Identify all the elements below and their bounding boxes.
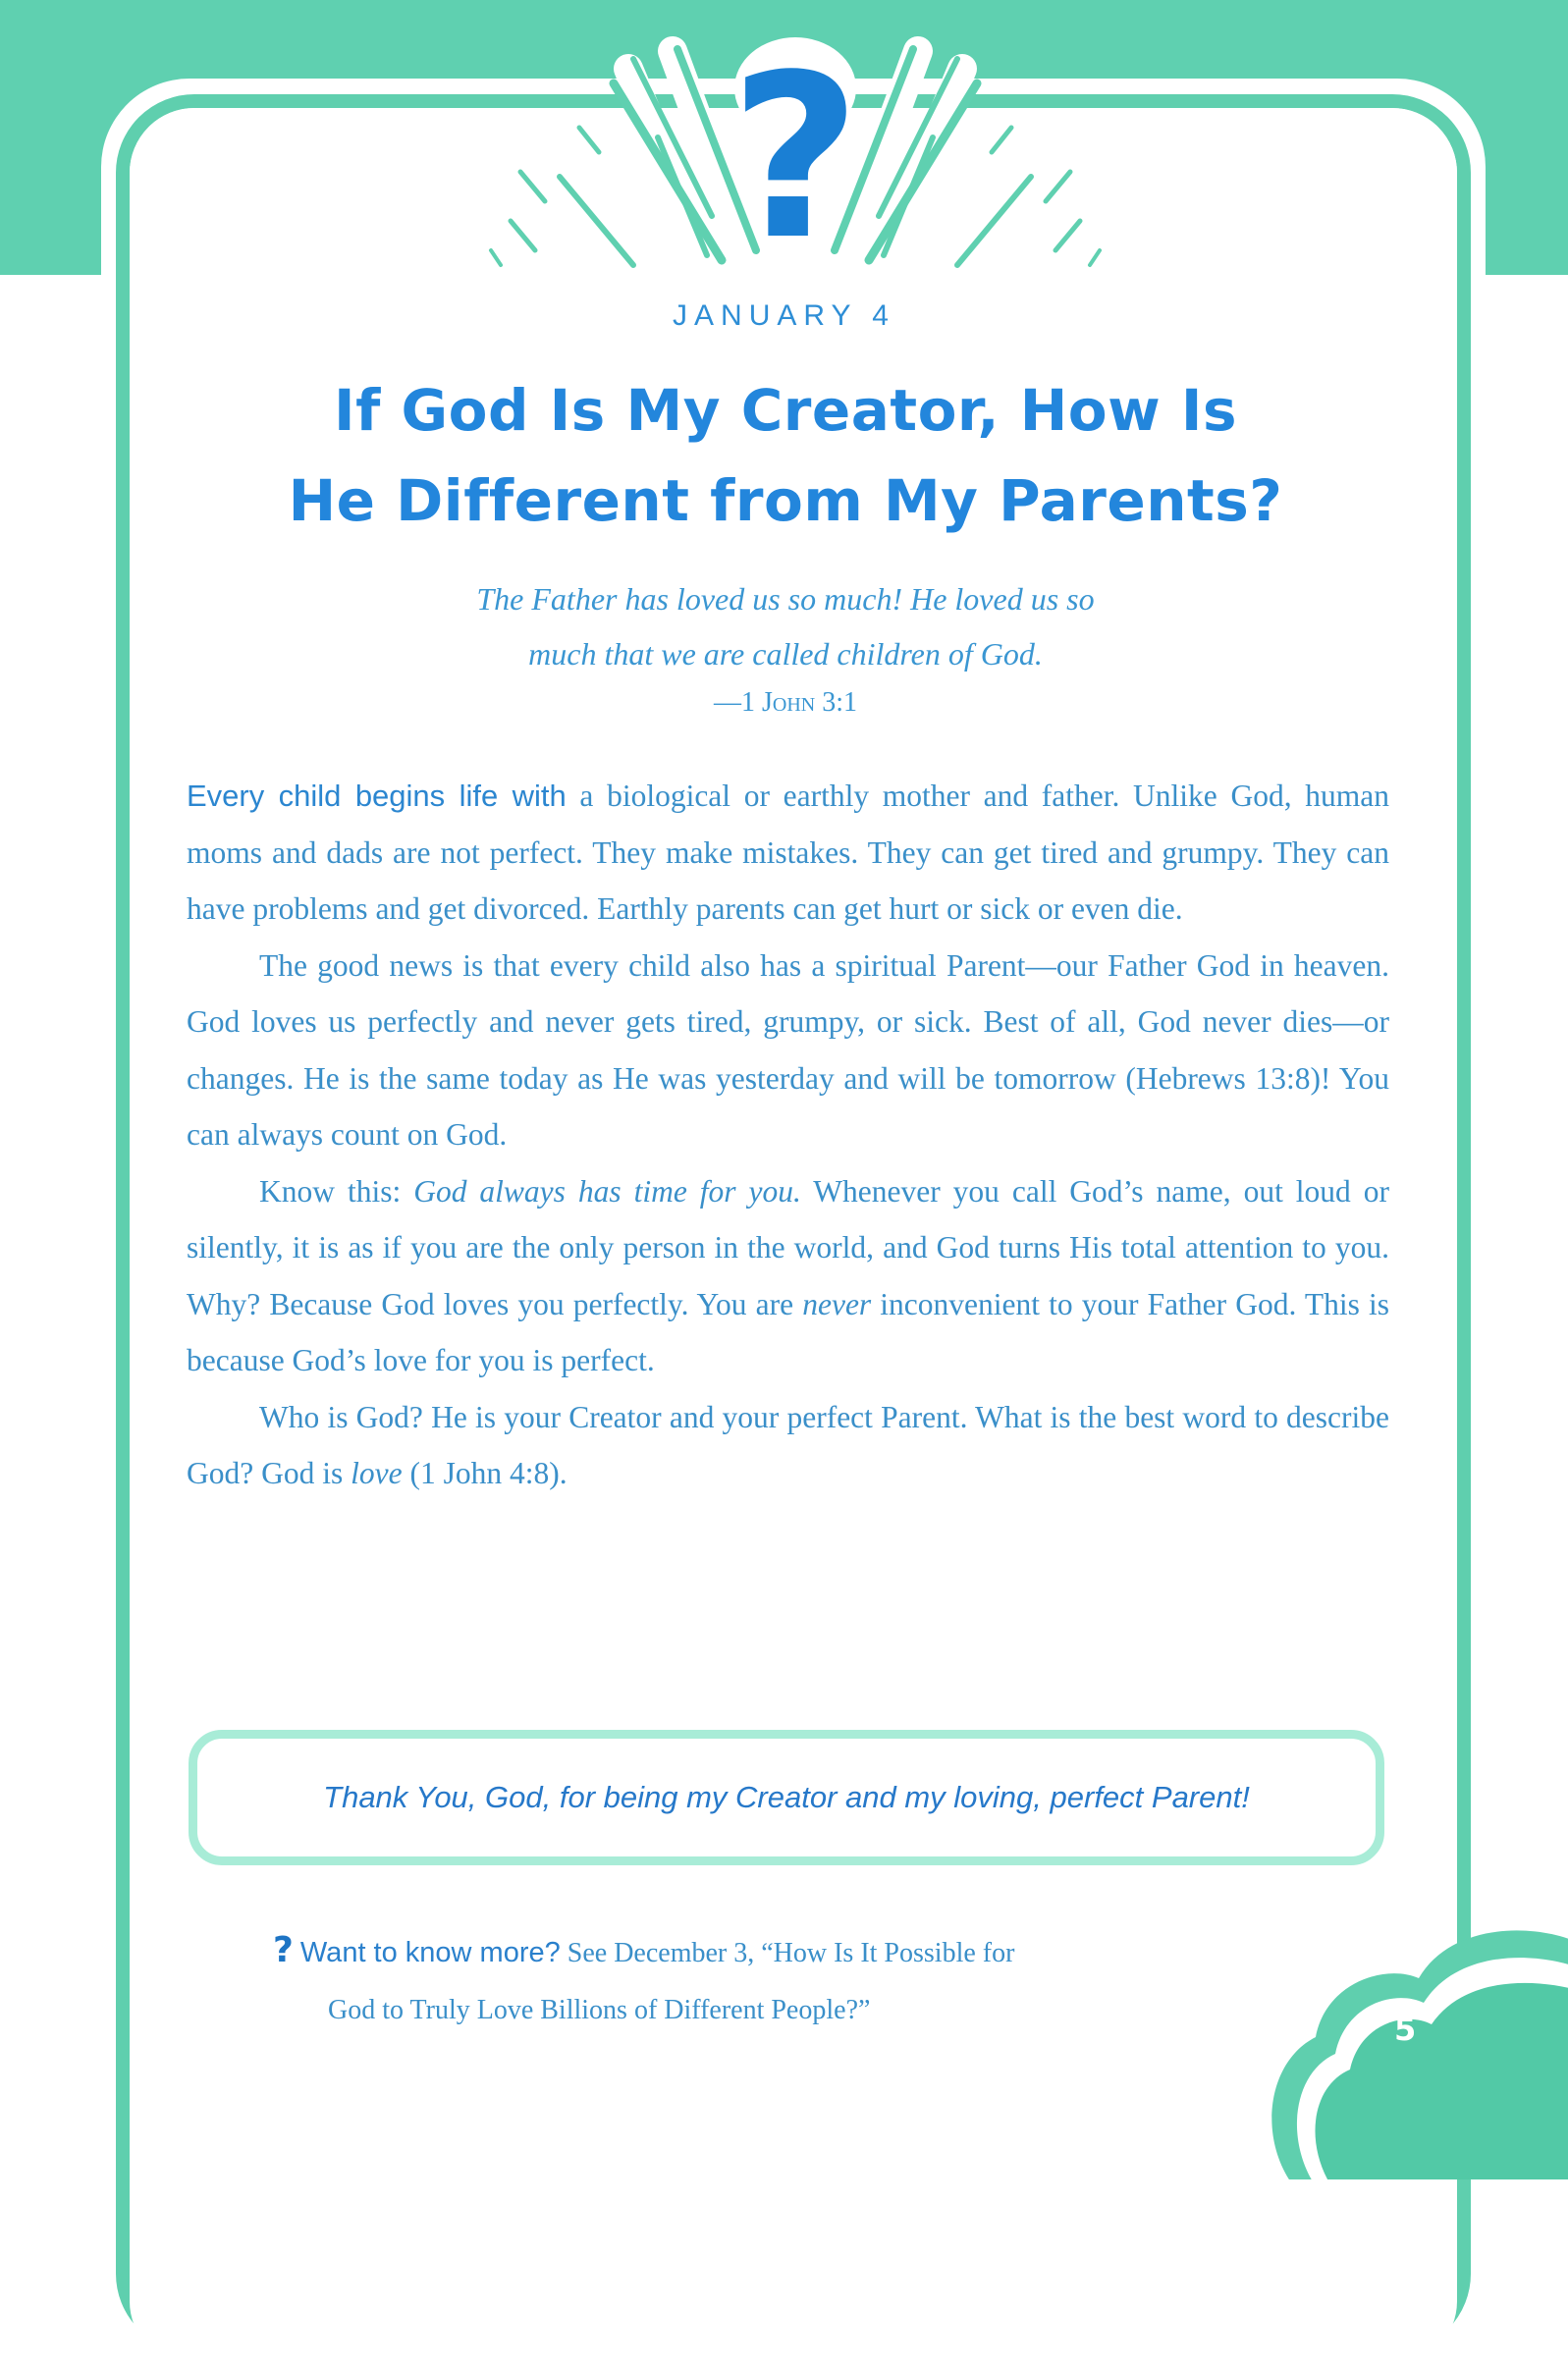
prayer-box [189,1730,1384,1865]
paragraph-4 [187,1389,1389,1502]
ref-dash: —1 [713,687,762,718]
lead-in: Every child begins life with [187,779,567,813]
p3-emphasis: God always has time for you. [413,1173,801,1209]
paragraph-3 [187,1163,1389,1389]
svg-text:?: ? [730,29,861,290]
more-reference-line-1: See December 3, “How Is It Possible for [560,1938,1015,1968]
page-number: 5 [1394,2011,1417,2048]
prayer-text: Thank You, God, for being my Creator and my loving, perfect Parent! [323,1780,1250,1814]
verse-line-2: much that we are called children of God. [528,636,1043,672]
more-reference-line-2: God to Truly Love Billions of Different People?” [328,1995,871,2025]
p3-text-b: Whenever you call God’s name, out loud or silently, it is as if you are the only person in the world, and God turns His total attention to you. Why? Because God loves you perfectly. You are [187,1173,1390,1321]
p3-text-a: Know this: [259,1173,414,1209]
question-burst-icon [471,29,1119,295]
verse-line-1: The Father has loved us so much! He loved us so [476,581,1095,617]
body-text [187,768,1389,1502]
p3-emphasis-2: never [802,1286,872,1321]
p3-text-c: inconvenient to your Father God. This is because God’s love for you is perfect. [187,1286,1389,1377]
more-label: Want to know more? [299,1937,561,1968]
entry-date: JANUARY 4 [673,299,895,332]
p4-text-a: Who is God? He is your Creator and your perfect Parent. What is the best word to describe God? God is [187,1399,1389,1490]
paragraph-1 [187,768,1389,938]
paragraph-2: The good news is that every child also has a spiritual Parent—our Father God in heaven. God loves us perfectly and never gets tired, grumpy, or sick. Best of all, God never dies—or changes. He is the same today as He was yesterday and will be tomorrow (Hebrews 13:8)! You can always count on God. [187,947,1389,1152]
scripture-reference [295,687,1276,719]
p4-text-b: (1 John 4:8). [402,1456,568,1490]
p4-emphasis: love [351,1456,403,1490]
ref-book: John [761,687,816,718]
want-to-know-more [273,1922,1255,2039]
title-line-1: If God Is My Creator, How Is [334,377,1237,444]
paragraph-1-text: a biological or earthly mother and father. Unlike God, human moms and dads are not perfect. They make mistakes. They can get tired and grumpy. They can have problems and get divorced. Earthly parents can get hurt or sick or even die. [187,779,1389,926]
question-mark-icon: ? [273,1930,294,1970]
title-line-2: He Different from My Parents? [288,467,1283,534]
scripture-quote [295,571,1276,681]
ref-chapter: 3:1 [815,687,857,718]
page-title [147,365,1424,546]
